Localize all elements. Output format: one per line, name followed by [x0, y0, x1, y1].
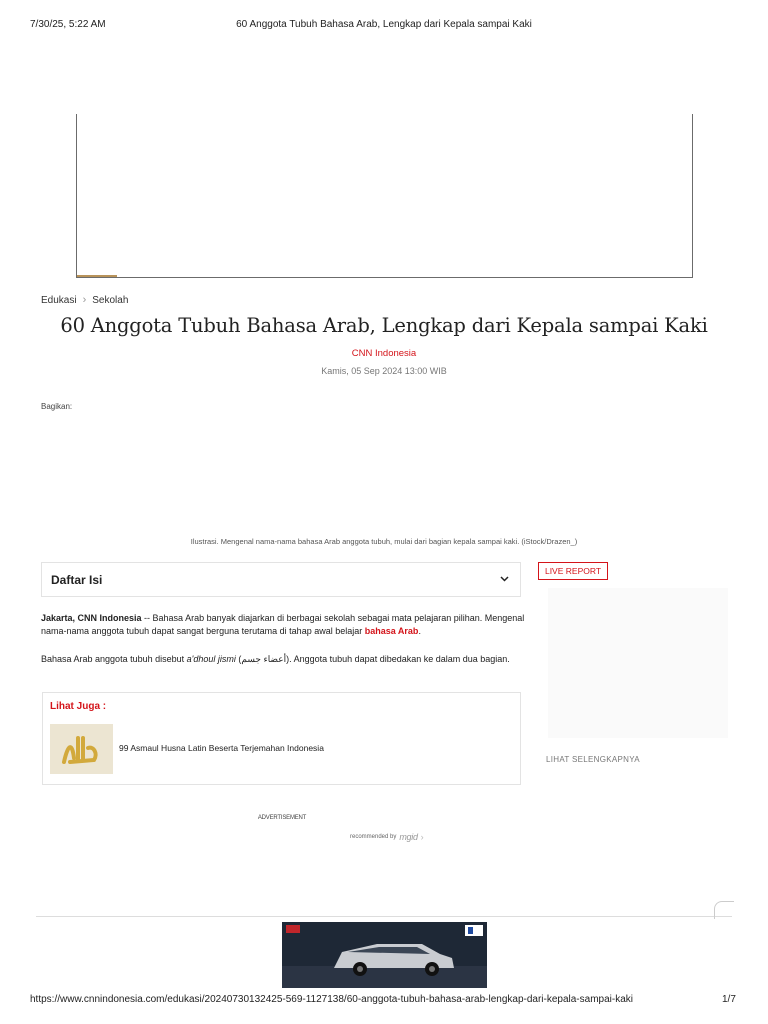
see-also-thumbnail[interactable]: [50, 724, 113, 774]
chevron-down-icon: [500, 574, 509, 585]
article-date: Kamis, 05 Sep 2024 13:00 WIB: [321, 366, 447, 376]
chevron-right-icon: ›: [420, 832, 424, 842]
image-caption: Ilustrasi. Mengenal nama-nama bahasa Arab anggota tubuh, mulai dari bagian kepala sampai kaki. (iStock/Drazen_): [190, 537, 578, 546]
paragraph-end: .: [418, 626, 421, 636]
article-paragraph: [41, 612, 526, 638]
live-report-badge[interactable]: LIVE REPORT: [538, 562, 608, 580]
paragraph-text: -- Bahasa Arab banyak diajarkan di berbagai sekolah sebagai mata pelajaran pilihan. Mengenal nama-nama anggota tubuh dapat sangat berguna terutama di tahap awal belajar: [41, 613, 525, 636]
scroll-button[interactable]: [714, 901, 734, 919]
print-datetime: 7/30/25, 5:22 AM: [30, 19, 106, 30]
print-page-number: 1/7: [722, 994, 736, 1005]
see-also-box: [42, 692, 521, 785]
article-paragraph: [41, 653, 526, 666]
arabic-term: (أعضاء جسم): [235, 654, 290, 664]
car-banner-ad[interactable]: [282, 922, 487, 988]
paragraph-text: Bahasa Arab anggota tubuh disebut: [41, 654, 187, 664]
see-also-link[interactable]: 99 Asmaul Husna Latin Beserta Terjemahan Indonesia: [119, 743, 324, 753]
dateline-lead: Jakarta, CNN Indonesia: [41, 613, 142, 623]
bahasa-arab-link[interactable]: bahasa Arab: [364, 626, 419, 636]
live-report-panel: [548, 588, 728, 738]
toc-title: Daftar Isi: [51, 572, 103, 587]
print-url: https://www.cnnindonesia.com/edukasi/20240730132425-569-1127138/60-anggota-tubuh-bahasa-arab-lengkap-dari-kepala-sampai-kaki: [30, 994, 633, 1005]
breadcrumb-item-sekolah[interactable]: Sekolah: [92, 294, 129, 306]
divider: [36, 916, 732, 917]
breadcrumb: [41, 294, 128, 306]
advertisement-label: ADVERTISEMENT: [257, 815, 307, 821]
recommended-by[interactable]: [350, 832, 424, 842]
share-label: Bagikan:: [41, 402, 73, 411]
italic-term: a'dhoul jismi: [186, 654, 236, 664]
see-also-title: Lihat Juga :: [50, 701, 107, 712]
table-of-contents-toggle[interactable]: [41, 562, 521, 597]
chevron-right-icon: ›: [82, 294, 87, 306]
article-headline: 60 Anggota Tubuh Bahasa Arab, Lengkap dari Kepala sampai Kaki: [60, 314, 708, 337]
recommended-by-label: recommended by: [350, 834, 397, 840]
top-banner-ad[interactable]: [76, 114, 693, 278]
mgid-logo: mgid: [399, 832, 418, 842]
print-page-title: 60 Anggota Tubuh Bahasa Arab, Lengkap dari Kepala sampai Kaki: [236, 19, 532, 30]
paragraph-end: . Anggota tubuh dapat dibedakan ke dalam dua bagian.: [289, 654, 510, 664]
breadcrumb-item-edukasi[interactable]: Edukasi: [41, 294, 77, 306]
see-more-link[interactable]: LIHAT SELENGKAPNYA: [546, 755, 640, 764]
article-author[interactable]: CNN Indonesia: [351, 348, 417, 359]
